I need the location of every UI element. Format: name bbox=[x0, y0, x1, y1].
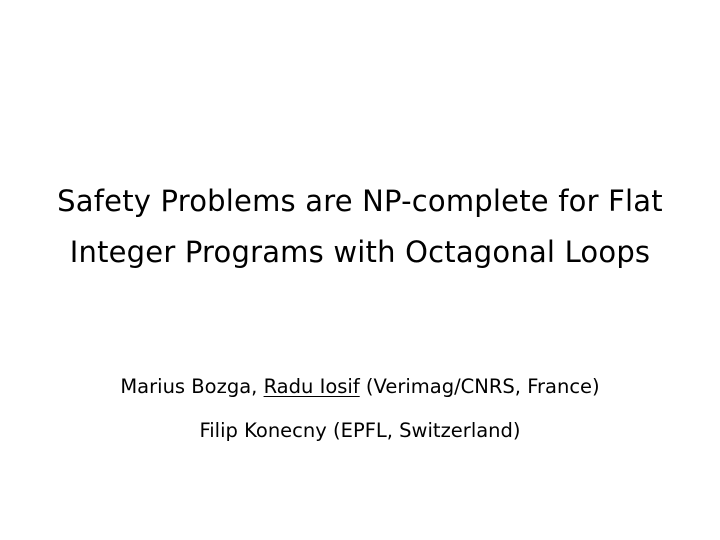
title-line-2: Integer Programs with Octagonal Loops bbox=[69, 235, 651, 269]
authors-line-2 bbox=[0, 409, 720, 453]
affiliation-epfl: (EPFL, Switzerland) bbox=[333, 419, 521, 442]
title-line-1: Safety Problems are NP-complete for Flat bbox=[57, 184, 663, 218]
authors-line-1 bbox=[0, 365, 720, 409]
author-marius-bozga: Marius Bozga, bbox=[120, 375, 258, 398]
affiliation-verimag: (Verimag/CNRS, France) bbox=[365, 375, 600, 398]
slide-title bbox=[0, 176, 720, 278]
authors-block bbox=[0, 365, 720, 453]
author-radu-iosif: Radu Iosif bbox=[263, 375, 360, 398]
author-filip-konecny: Filip Konecny bbox=[199, 419, 327, 442]
